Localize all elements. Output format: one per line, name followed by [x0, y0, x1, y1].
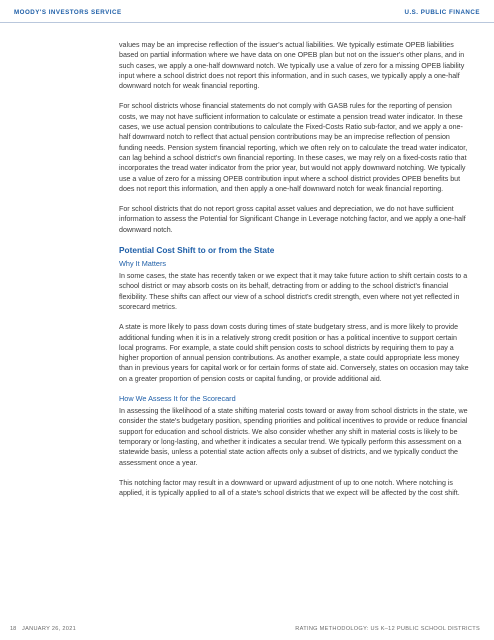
paragraph-opeb-liabilities: values may be an imprecise reflection of the issuer's actual liabilities. We typically estimate OPEB liabilities based on partial information where we have data on one OPEB plan but not on the issuer's other plans, and in such cases, we apply a one-half downward notch. We typically use a value of zero for a missing OPEB liability input where a school district does not report this information, and in such cases, we typically apply a one-half downward notch for weak financial reporting. [119, 41, 465, 91]
section-heading: Potential Cost Shift to or from the State [119, 245, 275, 256]
paragraph-cost-shift-intro: In some cases, the state has recently taken or we expect that it may take future action to shift certain costs to a school district or may absorb costs on its behalf, detracting from or adding to the school district's financial flexibility. These shifts can affect our view of a school district's credit strength, even where not yet reflected in scorecard metrics. [119, 272, 468, 311]
subheading-how-we-assess: How We Assess It for the Scorecard [119, 394, 236, 404]
paragraph-assessment-approach: In assessing the likelihood of a state shifting material costs toward or away from school districts in the state, we consider the state's budgetary position, spending priorities and political incentives to provide or reduce financial support for education and school districts. We also consider whether any shift in material costs is likely to be temporary or long-lasting, and whether it indicates a secular trend. We typically perform this assessment on a statewide basis, unless a potential state action affects only a subset of districts, and we typically conduct the assessment once a year. [119, 407, 468, 467]
page-number: 18 [10, 626, 17, 632]
publication-date: JANUARY 26, 2021 [22, 626, 77, 632]
paragraph-pension-reporting: For school districts whose financial statements do not comply with GASB rules for the reporting of pension costs, we may not have sufficient information to calculate or estimate a pension tread water indicator. In these cases, we use actual pension contributions to calculate the Fixed-Costs Ratio sub-factor, and we apply a one-half downward notch to reflect that actual pension contributions may be an imprecise reflection of pension funding needs. Pension system financial reporting, which we often rely on to calculate the tread water indicator, can lag behind a school district's own financial reporting. In these cases, we may rely on a fixed-costs ratio that incorporates the tread water indicator from the prior year, but would not apply downward notching. We typically use a value of zero for a missing OPEB contribution input where a school district provides OPEB benefits but does not report this information, and then apply a one-half downward notch for weak financial reporting. [119, 102, 468, 193]
page-header [0, 0, 494, 23]
main-content [119, 40, 471, 508]
subheading-why-it-matters: Why It Matters [119, 259, 167, 269]
brand-name: MOODY'S INVESTORS SERVICE [14, 9, 122, 16]
paragraph-notching-adjustment: This notching factor may result in a downward or upward adjustment of up to one notch. Where notching is applied, it is typically applied to all of a state's school districts that we expect will be affected by the cost shift. [119, 478, 460, 498]
paragraph-state-budget-stress: A state is more likely to pass down costs during times of state budgetary stress, and is more likely to provide additional funding when it is in a relatively strong credit position or has a political incentive to support certain local programs. For example, a state could shift pension costs to school districts by requiring them to pay a higher proportion of annual pension contributions. As another example, a state could appropriate less money than in previous years for capital work or for certain forms of state aid. Conversely, states on occasion may take on a greater proportion of pension costs or capital funding, or provide additional aid. [119, 323, 469, 383]
section-label: U.S. PUBLIC FINANCE [404, 9, 480, 16]
document-title: RATING METHODOLOGY: US K–12 PUBLIC SCHOOL DISTRICTS [295, 626, 480, 632]
paragraph-capital-assets: For school districts that do not report gross capital asset values and depreciation, we do not have sufficient information to assess the Potential for Significant Change in Leverage notching factor, and we apply a one-half downward notch. [119, 205, 466, 234]
page-footer [0, 624, 494, 640]
